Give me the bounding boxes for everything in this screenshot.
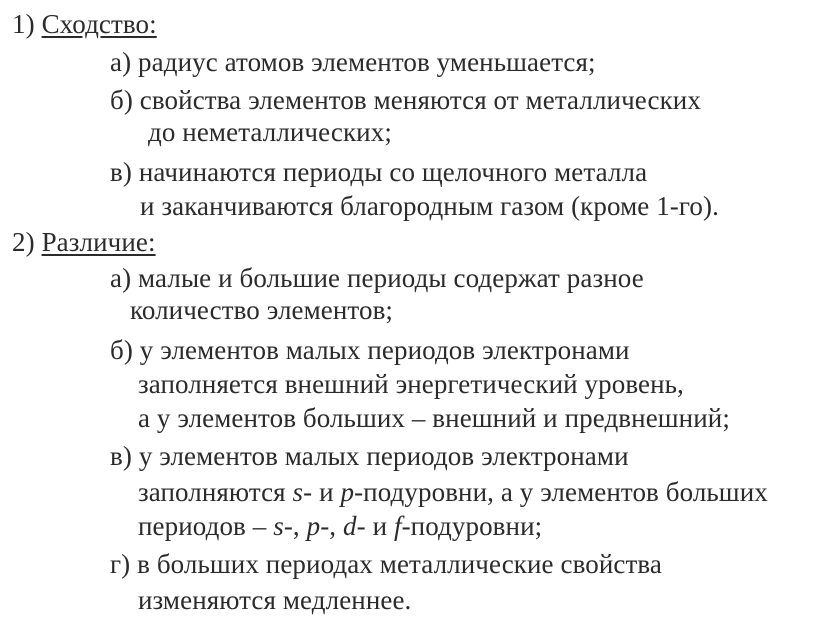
s-orbital-label: s — [292, 477, 304, 507]
item-text: свойства элементов меняются от металлических — [139, 85, 701, 115]
section-1-item-a — [110, 46, 596, 78]
section-2-item-b-cont1 — [138, 368, 684, 400]
item-text: до неметаллических; — [148, 117, 392, 147]
p-orbital-label: p — [306, 511, 321, 541]
item-letter: а) — [110, 47, 132, 77]
section-2-item-a — [110, 262, 644, 294]
text-fragment: заполняются — [138, 477, 293, 507]
section-2-item-a-cont — [130, 294, 393, 326]
p-orbital-label: p — [340, 477, 355, 507]
section-2-item-b — [110, 334, 630, 366]
section-2-item-c — [110, 440, 629, 472]
text-fragment: - и — [356, 511, 394, 541]
item-text: у элементов малых периодов электронами — [138, 441, 629, 471]
item-text: а у элементов больших – внешний и предвнешний; — [138, 403, 730, 433]
item-text: начинаются периоды со щелочного металла — [138, 157, 648, 187]
section-1-title: Сходство: — [41, 9, 157, 39]
section-2-number: 2) — [12, 227, 35, 257]
item-letter: в) — [110, 441, 132, 471]
text-fragment: -подуровни, а у элементов больших — [354, 477, 768, 507]
item-text: малые и большие периоды содержат разное — [138, 263, 644, 293]
item-letter: б) — [110, 335, 133, 365]
s-orbital-label: s — [273, 511, 284, 541]
f-orbital-label: f — [393, 511, 402, 541]
item-text: радиус атомов элементов уменьшается; — [138, 47, 596, 77]
item-text: изменяются медленнее. — [138, 585, 412, 615]
item-text: у элементов малых периодов электронами — [139, 335, 630, 365]
item-text: и заканчиваются благородным газом (кроме 1-го). — [140, 191, 719, 221]
item-letter: в) — [110, 157, 132, 187]
section-1-number: 1) — [12, 9, 35, 39]
d-orbital-label: d — [343, 511, 357, 541]
text-fragment: периодов – — [138, 511, 274, 541]
section-1-item-c — [110, 156, 647, 188]
text-fragment: - и — [303, 477, 341, 507]
section-1-item-b — [110, 84, 701, 116]
section-1-item-c-cont — [140, 190, 719, 222]
item-text: в больших периодах металлические свойства — [137, 549, 662, 579]
section-2-title: Различие: — [41, 227, 156, 257]
item-text: количество элементов; — [130, 295, 394, 325]
section-1-item-b-cont — [148, 116, 392, 148]
item-letter: б) — [110, 85, 133, 115]
section-2-item-d — [110, 548, 662, 580]
section-1-heading — [12, 8, 157, 40]
item-letter: г) — [110, 549, 131, 579]
section-2-item-c-cont1 — [138, 476, 768, 508]
section-2-heading — [12, 226, 156, 258]
text-fragment: -подуровни; — [401, 511, 543, 541]
text-fragment: -, — [283, 511, 307, 541]
item-letter: а) — [110, 263, 132, 293]
text-fragment: -, — [320, 511, 344, 541]
section-2-item-d-cont — [138, 584, 411, 616]
section-2-item-b-cont2 — [138, 402, 730, 434]
section-2-item-c-cont2 — [138, 510, 542, 542]
item-text: заполняется внешний энергетический уровень, — [138, 369, 684, 399]
